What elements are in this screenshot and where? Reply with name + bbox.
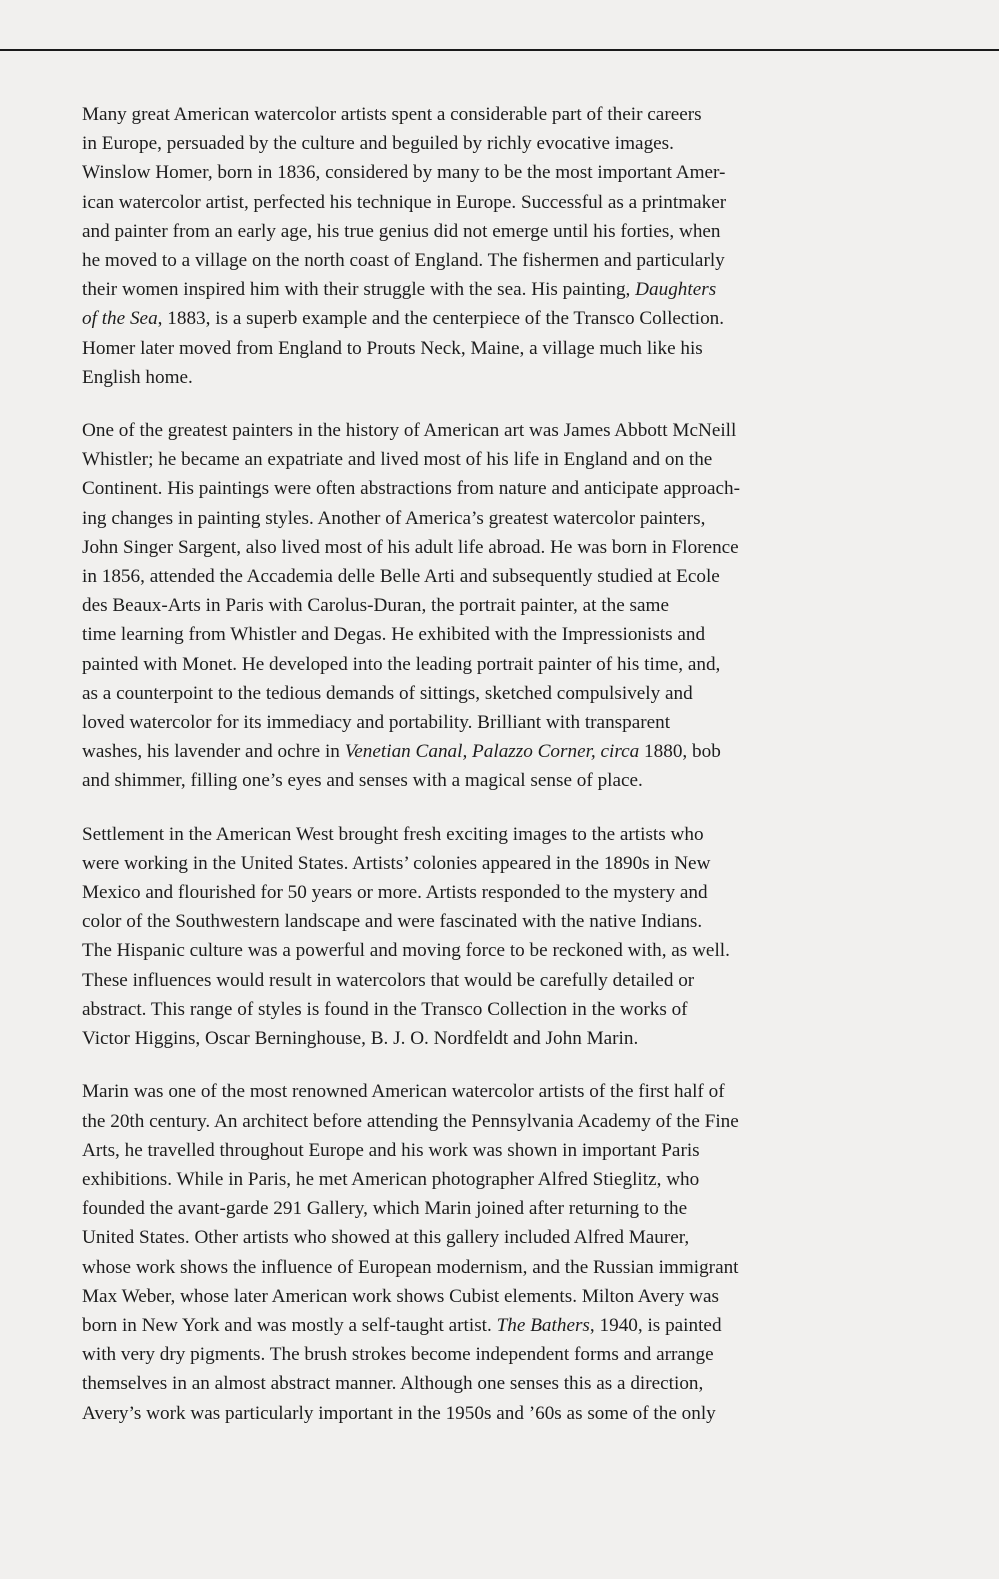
text-segment: loved watercolor for its immediacy and portability. Brilliant with transparent	[82, 712, 671, 734]
text-line	[82, 275, 952, 304]
text-line	[82, 445, 952, 474]
text-line	[82, 1136, 952, 1165]
text-segment: in 1856, attended the Accademia delle Belle Arti and subsequently studied at Ecole	[82, 566, 720, 588]
text-line	[82, 591, 952, 620]
text-segment: ican watercolor artist, perfected his technique in Europe. Successful as a printmaker	[82, 191, 727, 213]
text-segment: in Europe, persuaded by the culture and beguiled by richly evocative images.	[82, 133, 674, 155]
text-segment: washes, his lavender and ochre in	[82, 741, 345, 763]
text-line	[82, 129, 952, 158]
text-segment: Continent. His paintings were often abstractions from nature and anticipate approach-	[82, 478, 741, 500]
text-line	[82, 1107, 952, 1136]
text-segment: 1880, bob	[639, 741, 721, 763]
text-segment: whose work shows the influence of European modernism, and the Russian immigrant	[82, 1256, 739, 1278]
text-line	[82, 246, 952, 275]
text-line	[82, 562, 952, 591]
text-line	[82, 1340, 952, 1369]
text-segment: Avery’s work was particularly important in the 1950s and ’60s as some of the only	[82, 1402, 716, 1424]
text-line	[82, 1282, 952, 1311]
text-line	[82, 363, 952, 392]
text-segment: time learning from Whistler and Degas. He exhibited with the Impressionists and	[82, 624, 706, 646]
text-column	[82, 100, 952, 1452]
text-line	[82, 1194, 952, 1223]
text-line	[82, 1399, 952, 1428]
text-segment: painted with Monet. He developed into the leading portrait painter of his time, and,	[82, 653, 721, 675]
text-segment: , 1883, is a superb example and the centerpiece of the Transco Collection.	[157, 308, 725, 330]
text-line	[82, 737, 952, 766]
italic-title: of the Sea	[82, 308, 158, 330]
text-segment: Winslow Homer, born in 1836, considered by many to be the most important Amer-	[82, 162, 726, 184]
text-segment: The Hispanic culture was a powerful and moving force to be reckoned with, as well.	[82, 940, 730, 962]
text-line	[82, 474, 952, 503]
text-segment: ing changes in painting styles. Another of America’s greatest watercolor painters,	[82, 507, 706, 529]
text-segment: Marin was one of the most renowned American watercolor artists of the first half of	[82, 1081, 725, 1103]
text-line	[82, 533, 952, 562]
text-line	[82, 620, 952, 649]
text-line	[82, 1223, 952, 1252]
text-segment: abstract. This range of styles is found in the Transco Collection in the works of	[82, 998, 688, 1020]
text-line	[82, 334, 952, 363]
text-line	[82, 650, 952, 679]
text-line	[82, 100, 952, 129]
paragraph-3	[82, 820, 952, 1054]
text-line	[82, 416, 952, 445]
text-line	[82, 766, 952, 795]
text-segment: des Beaux-Arts in Paris with Carolus-Duran, the portrait painter, at the same	[82, 595, 669, 617]
text-segment: Homer later moved from England to Prouts Neck, Maine, a village much like his	[82, 337, 703, 359]
text-segment: Whistler; he became an expatriate and lived most of his life in England and on the	[82, 449, 713, 471]
text-line	[82, 995, 952, 1024]
text-line	[82, 1165, 952, 1194]
text-segment: and shimmer, filling one’s eyes and senses with a magical sense of place.	[82, 770, 643, 792]
text-segment: John Singer Sargent, also lived most of his adult life abroad. He was born in Florence	[82, 536, 739, 558]
text-line	[82, 679, 952, 708]
text-line	[82, 1311, 952, 1340]
text-line	[82, 907, 952, 936]
text-line	[82, 158, 952, 187]
text-segment: Victor Higgins, Oscar Berninghouse, B. J. O. Nordfeldt and John Marin.	[82, 1028, 639, 1050]
text-segment: Arts, he travelled throughout Europe and his work was shown in important Paris	[82, 1139, 700, 1161]
text-segment: Mexico and flourished for 50 years or more. Artists responded to the mystery and	[82, 882, 708, 904]
top-rule	[0, 49, 999, 51]
text-line	[82, 878, 952, 907]
italic-title: Venetian Canal, Palazzo Corner, circa	[344, 741, 640, 763]
text-segment: , 1940, is painted	[589, 1314, 722, 1336]
text-line	[82, 849, 952, 878]
text-line	[82, 1077, 952, 1106]
text-segment: with very dry pigments. The brush strokes become independent forms and arrange	[82, 1344, 714, 1366]
italic-title: The Bathers	[496, 1314, 590, 1336]
text-line	[82, 304, 952, 333]
text-segment: founded the avant-garde 291 Gallery, which Marin joined after returning to the	[82, 1198, 688, 1220]
text-line	[82, 188, 952, 217]
text-segment: One of the greatest painters in the history of American art was James Abbott McNeill	[82, 420, 737, 442]
text-segment: he moved to a village on the north coast of England. The fishermen and particularly	[82, 250, 725, 272]
text-line	[82, 504, 952, 533]
text-segment: Max Weber, whose later American work shows Cubist elements. Milton Avery was	[82, 1285, 719, 1307]
text-segment: These influences would result in watercolors that would be carefully detailed or	[82, 969, 695, 991]
text-segment: Many great American watercolor artists spent a considerable part of their careers	[82, 104, 702, 125]
text-segment: their women inspired him with their struggle with the sea. His painting,	[82, 279, 636, 301]
text-line	[82, 820, 952, 849]
italic-title: Daughters	[635, 279, 717, 301]
text-line	[82, 708, 952, 737]
paragraph-2	[82, 416, 952, 796]
text-segment: color of the Southwestern landscape and were fascinated with the native Indians.	[82, 911, 703, 933]
text-segment: the 20th century. An architect before attending the Pennsylvania Academy of the Fine	[82, 1110, 739, 1132]
text-line	[82, 217, 952, 246]
text-line	[82, 1369, 952, 1398]
text-line	[82, 1253, 952, 1282]
paragraph-1	[82, 100, 952, 392]
paragraph-4	[82, 1077, 952, 1427]
text-line	[82, 966, 952, 995]
text-segment: United States. Other artists who showed at this gallery included Alfred Maurer,	[82, 1227, 690, 1249]
text-segment: and painter from an early age, his true genius did not emerge until his forties, when	[82, 220, 721, 242]
text-line	[82, 1024, 952, 1053]
text-line	[82, 936, 952, 965]
text-segment: Settlement in the American West brought fresh exciting images to the artists who	[82, 823, 704, 845]
text-segment: exhibitions. While in Paris, he met American photographer Alfred Stieglitz, who	[82, 1168, 700, 1190]
text-segment: as a counterpoint to the tedious demands of sittings, sketched compulsively and	[82, 682, 693, 704]
text-segment: were working in the United States. Artists’ colonies appeared in the 1890s in New	[82, 852, 711, 874]
text-segment: themselves in an almost abstract manner. Although one senses this as a direction,	[82, 1373, 704, 1395]
text-segment: English home.	[82, 366, 193, 388]
text-segment: born in New York and was mostly a self-taught artist.	[82, 1314, 497, 1336]
